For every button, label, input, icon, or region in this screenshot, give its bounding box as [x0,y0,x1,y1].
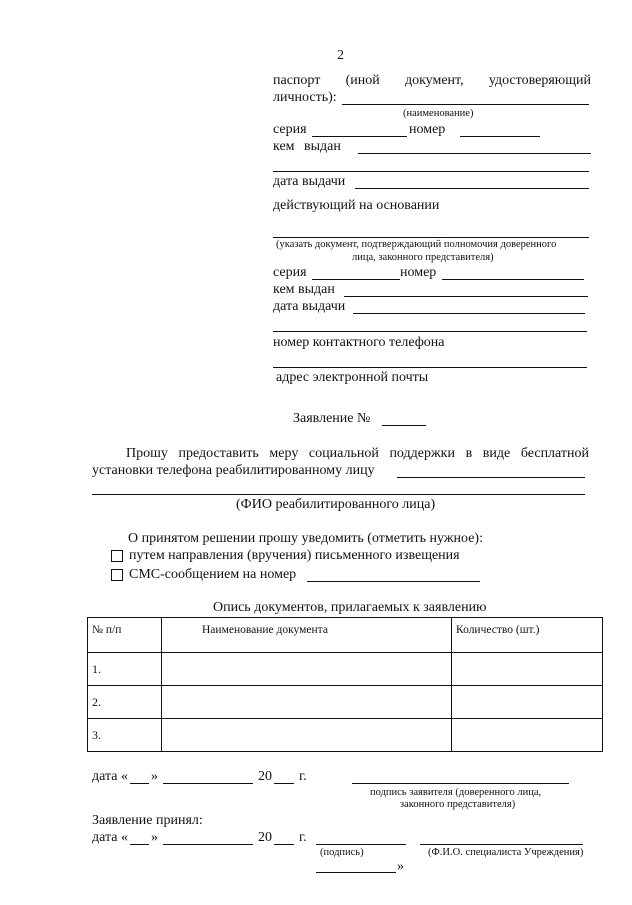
document-name-cell[interactable] [162,686,452,719]
basis-issue-date-field[interactable] [353,313,585,314]
column-header-quantity: Количество (шт.) [452,618,603,653]
applicant-signature-field[interactable] [352,783,569,784]
phone-field[interactable] [273,367,587,368]
basis-number-label: номер [400,265,437,280]
specialist-signature-caption: (подпись) [320,847,364,858]
accepted-label: Заявление принял: [92,813,203,828]
basis-issued-by-label: кем выдан [273,282,335,297]
sms-phone-field[interactable] [307,581,480,582]
passport-series-label: серия [273,122,307,137]
passport-number-label: номер [409,122,446,137]
accepted-month-field[interactable] [163,844,253,845]
passport-label-line2: личность): [273,90,337,105]
accepted-year-suffix: г. [299,830,307,845]
basis-caption-line2: лица, законного представителя) [352,252,494,263]
row-number-cell: 1. [88,653,162,686]
specialist-signature-field[interactable] [316,844,406,845]
rehabilitated-fio-field[interactable] [397,477,585,478]
application-title: Заявление № [293,411,371,426]
notify-letter-label: путем направления (вручения) письменного извещения [129,548,460,563]
passport-issue-date-label: дата выдачи [273,174,346,189]
notify-sms-checkbox[interactable] [111,569,123,581]
passport-series-field[interactable] [312,136,407,137]
table-row [88,686,603,719]
specialist-name-caption: (Ф.И.О. специалиста Учреждения) [428,847,584,858]
passport-name-field[interactable] [342,104,589,105]
table-row [88,653,603,686]
phone-label: номер контактного телефона [273,335,445,350]
column-header-document-name: Наименование документа [162,618,452,653]
date-prefix: дата « [92,769,128,784]
accepted-day-field[interactable] [130,844,149,845]
row-number-cell: 3. [88,719,162,752]
accepted-date-prefix: дата « [92,830,128,845]
year-prefix: 20 [258,769,272,784]
basis-label: действующий на основании [273,198,440,213]
applicant-signature-caption-line1: подпись заявителя (доверенного лица, [370,787,542,798]
year-suffix: г. [299,769,307,784]
quantity-cell[interactable] [452,719,603,752]
passport-issue-date-field[interactable] [355,188,589,189]
passport-name-caption: (наименование) [403,108,474,119]
basis-number-field[interactable] [442,279,584,280]
basis-issued-by-field[interactable] [344,296,588,297]
accepted-date-quote-close: » [151,830,158,845]
basis-extra-field[interactable] [273,331,587,332]
quantity-cell[interactable] [452,686,603,719]
document-name-cell[interactable] [162,653,452,686]
passport-label-line1: паспорт (иной документ, удостоверяющий [273,73,591,88]
page-number: 2 [337,48,344,63]
basis-series-label: серия [273,265,307,280]
fio-caption: (ФИО реабилитированного лица) [236,497,436,512]
column-header-number: № п/п [88,618,162,653]
date-month-field[interactable] [163,783,253,784]
email-label: адрес электронной почты [276,370,429,385]
passport-issued-by-field[interactable] [358,153,591,154]
document-name-cell[interactable] [162,719,452,752]
registration-field[interactable] [316,872,396,873]
rehabilitated-fio-field-2[interactable] [92,494,585,495]
table-row [88,719,603,752]
quantity-cell[interactable] [452,653,603,686]
request-line1: Прошу предоставить меру социальной поддержки в виде бесплатной [126,446,589,461]
application-number-field[interactable] [382,425,426,426]
notify-sms-label: СМС-сообщением на номер [129,567,297,582]
closing-quote: » [397,859,404,874]
documents-table-title: Опись документов, прилагаемых к заявлению [213,600,487,615]
basis-series-field[interactable] [312,279,400,280]
specialist-name-field[interactable] [420,844,583,845]
date-quote-close: » [151,769,158,784]
request-line2: установки телефона реабилитированному лицу [92,463,375,478]
passport-number-field[interactable] [460,136,540,137]
notify-heading: О принятом решении прошу уведомить (отметить нужное): [128,531,483,546]
row-number-cell: 2. [88,686,162,719]
passport-issued-by-label: кем выдан [273,139,341,154]
accepted-year-prefix: 20 [258,830,272,845]
documents-table [87,617,603,752]
basis-caption-line1: (указать документ, подтверждающий полномочия доверенного [276,239,557,250]
basis-document-field[interactable] [273,237,589,238]
basis-issue-date-label: дата выдачи [273,299,346,314]
year-field[interactable] [274,783,294,784]
applicant-signature-caption-line2: законного представителя) [400,799,516,810]
notify-letter-checkbox[interactable] [111,550,123,562]
accepted-year-field[interactable] [274,844,294,845]
date-day-field[interactable] [130,783,149,784]
table-header-row [88,618,603,653]
passport-issued-by-field-2[interactable] [273,171,589,172]
